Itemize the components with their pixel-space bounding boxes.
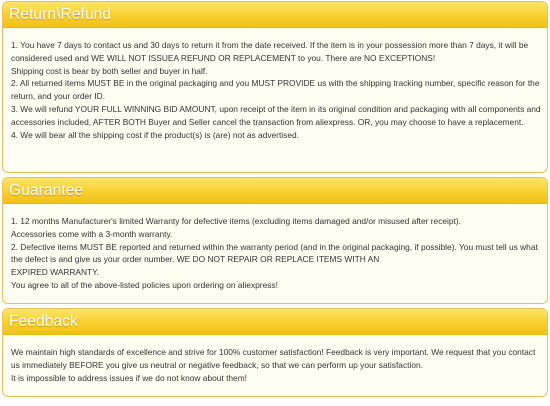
return-refund-header: Return\Refund bbox=[3, 2, 547, 28]
feedback-body bbox=[3, 335, 547, 390]
return-refund-section bbox=[2, 1, 548, 173]
guarantee-item-1: 1. 12 months Manufacturer's limited Warranty for defective items (excluding items damaged and/or misused after receipt). Accessories come with a 3-month warranty. bbox=[11, 216, 462, 239]
feedback-paragraph-1: We maintain high standards of excellence and strive for 100% customer satisfaction! Feedback is very important. We request that you contact us immediately BEFORE you give us neutral or negative feedback, so that we can perform up your satisfaction. bbox=[11, 347, 536, 370]
feedback-header: Feedback bbox=[3, 309, 547, 335]
guarantee-body bbox=[3, 204, 547, 298]
guarantee-item-2: 2. Defective items MUST BE reported and returned within the warranty period (and in the original packaging, if possible). You must tell us what the defect is and give us your order number. WE DO NOT REPAIR OR REPLACE ITEMS WITH AN EXPIRED WARRANTY. bbox=[11, 241, 538, 278]
guarantee-section bbox=[2, 177, 548, 304]
refund-policy-item-1: 1. You have 7 days to contact us and 30 days to return it from the date received. If the item is in your possession more than 7 days, it will be considered used and WE WILL NOT ISSUEA REFUND OR REPLACEMENT to you. There are NO EXCEPTIONS! Shipping cost is bear by both seller and buyer in half. bbox=[11, 40, 529, 76]
refund-policy-item-4: 4. We will bear all the shipping cost if the product(s) is (are) not as advertised. bbox=[11, 129, 299, 140]
feedback-paragraph-2: It is impossible to address issues if we do not know about them! bbox=[11, 372, 248, 383]
guarantee-agreement-note: You agree to all of the above-listed policies upon ordering on aliexpress! bbox=[11, 279, 278, 290]
refund-policy-item-2: 2. All returned items MUST BE in the original packaging and you MUST PROVIDE us with the shipping tracking number, specific reason for the return, and your order ID. bbox=[11, 78, 540, 102]
return-refund-body bbox=[3, 28, 547, 147]
guarantee-header: Guarantee bbox=[3, 178, 547, 204]
feedback-section bbox=[2, 308, 548, 397]
refund-policy-item-3: 3. We will refund YOUR FULL WINNING BID AMOUNT, upon receipt of the item in its original condition and packaging with all components and accessories included, AFTER BOTH Buyer and Seller cancel the transaction from aliexpress. OR, you may choose to have a replacement. bbox=[11, 103, 541, 127]
